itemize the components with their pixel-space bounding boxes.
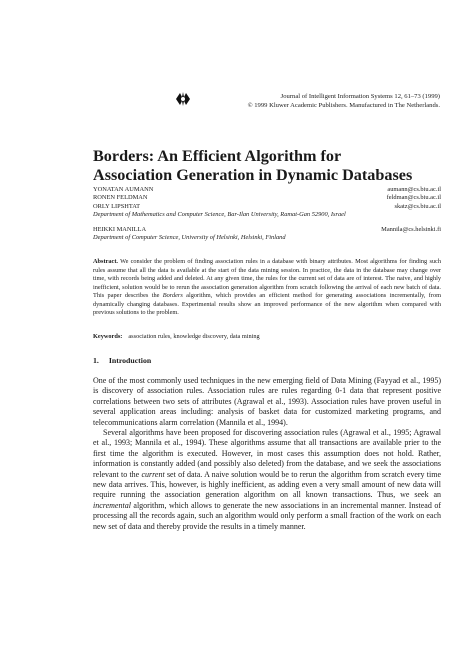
- author-block-1: [93, 186, 441, 220]
- author-email: feldman@cs.biu.ac.il: [386, 194, 441, 202]
- author-email: Mannila@cs.helsinki.fi: [381, 226, 441, 233]
- section-number: 1.: [93, 356, 99, 365]
- copyright-notice: © 1999 Kluwer Academic Publishers. Manufactured in The Netherlands.: [247, 102, 440, 109]
- abstract-label: Abstract.: [93, 258, 119, 265]
- author-row: [93, 203, 441, 211]
- author-row: [93, 194, 441, 202]
- abstract: [93, 258, 441, 318]
- paragraph-emphasis: current: [141, 469, 165, 479]
- paragraph: One of the most commonly used techniques in the new emerging field of Data Mining (Fayyad et al., 1995) is discovery of association rules. Association rules are rules regarding 0-1 data that represent positive correlations between two sets of attributes (Agrawal et al., 1993). Association rules have proven useful in several application areas including: analysis of basket data for customized marketing programs, and telecommunications alarm correlation (Mannila et al., 1994).: [93, 376, 441, 427]
- abstract-text: We consider the problem of finding association rules in a database with binary attributes. Most algorithms for finding such rules assume that all the data is available at the start of the data mining session. In practice, the data in the database may change over time, with records being added and deleted. At any given time, the rules for the current set of data are of interest. The naive, and highly inefficient, solution would be to rerun the association generation algorithm from scratch following the arrival of each new batch of data. This paper describes the: [93, 258, 441, 299]
- body-text: [93, 376, 441, 532]
- author-name: RONEN FELDMAN: [93, 194, 148, 202]
- journal-citation: Journal of Intelligent Information Systems 12, 61–73 (1999): [280, 93, 440, 100]
- paragraph-text: set of data. A naive solution would be to rerun the algorithm from scratch every time new data arrives. This, however, is highly inefficient, as adding even a very small amount of new data will require running the association generation algorithm on all known transactions. Thus, we seek an: [93, 469, 441, 500]
- abstract-text: algorithm, which provides an efficient method for generating associations incrementally, from dynamically changing databases. Experimental results show an improved performance of the new algorithm when compared with previous solutions to the problem.: [93, 292, 441, 316]
- paper-title: Borders: An Efficient Algorithm for Association Generation in Dynamic Databases: [93, 147, 413, 184]
- section-title: Introduction: [108, 356, 152, 365]
- author-block-2: [93, 226, 441, 243]
- author-row: [93, 226, 441, 234]
- author-affiliation: Department of Computer Science, University of Helsinki, Helsinki, Finland: [93, 234, 286, 242]
- paragraph-text: Several algorithms have been proposed for discovering association rules (Agrawal et al., 1995; Agrawal et al., 1993; Mannila et al., 1994). These algorithms assume that all transactions are available prier to the first time the algorithm is executed. However, in most cases this assumption does not hold. Rather, information is constantly added (and possibly also deleted) from the database, and we seek the associations relevant to the: [93, 428, 441, 479]
- keywords: [93, 333, 441, 341]
- keywords-label: Keywords:: [93, 333, 123, 340]
- paragraph-text: algorithm, which allows to generate the new associations in an incremental manner. Instead of processing all the records again, such an algorithm would only perform a small fraction of the work on each new set of data and thereby provide the results in a timely manner.: [93, 500, 441, 531]
- abstract-emphasis: Borders: [162, 292, 183, 299]
- paragraph: [93, 428, 441, 532]
- section-heading: [93, 356, 151, 365]
- author-name: ORLY LIPSHTAT: [93, 202, 141, 210]
- author-affiliation: Department of Mathematics and Computer Science, Bar-Ilan University, Ramat-Gan 52900, Israel: [93, 211, 346, 219]
- paragraph-emphasis: incremental: [93, 500, 131, 510]
- journal-header: [172, 92, 440, 110]
- author-name: YONATAN AUMANN: [93, 186, 154, 193]
- author-name: HEIKKI MANILLA: [93, 226, 147, 233]
- author-email: aumann@cs.biu.ac.il: [387, 186, 441, 193]
- author-email: skatz@cs.biu.ac.il: [394, 202, 441, 210]
- keywords-value: association rules, knowledge discovery, data mining: [128, 333, 260, 340]
- author-row: [93, 186, 441, 194]
